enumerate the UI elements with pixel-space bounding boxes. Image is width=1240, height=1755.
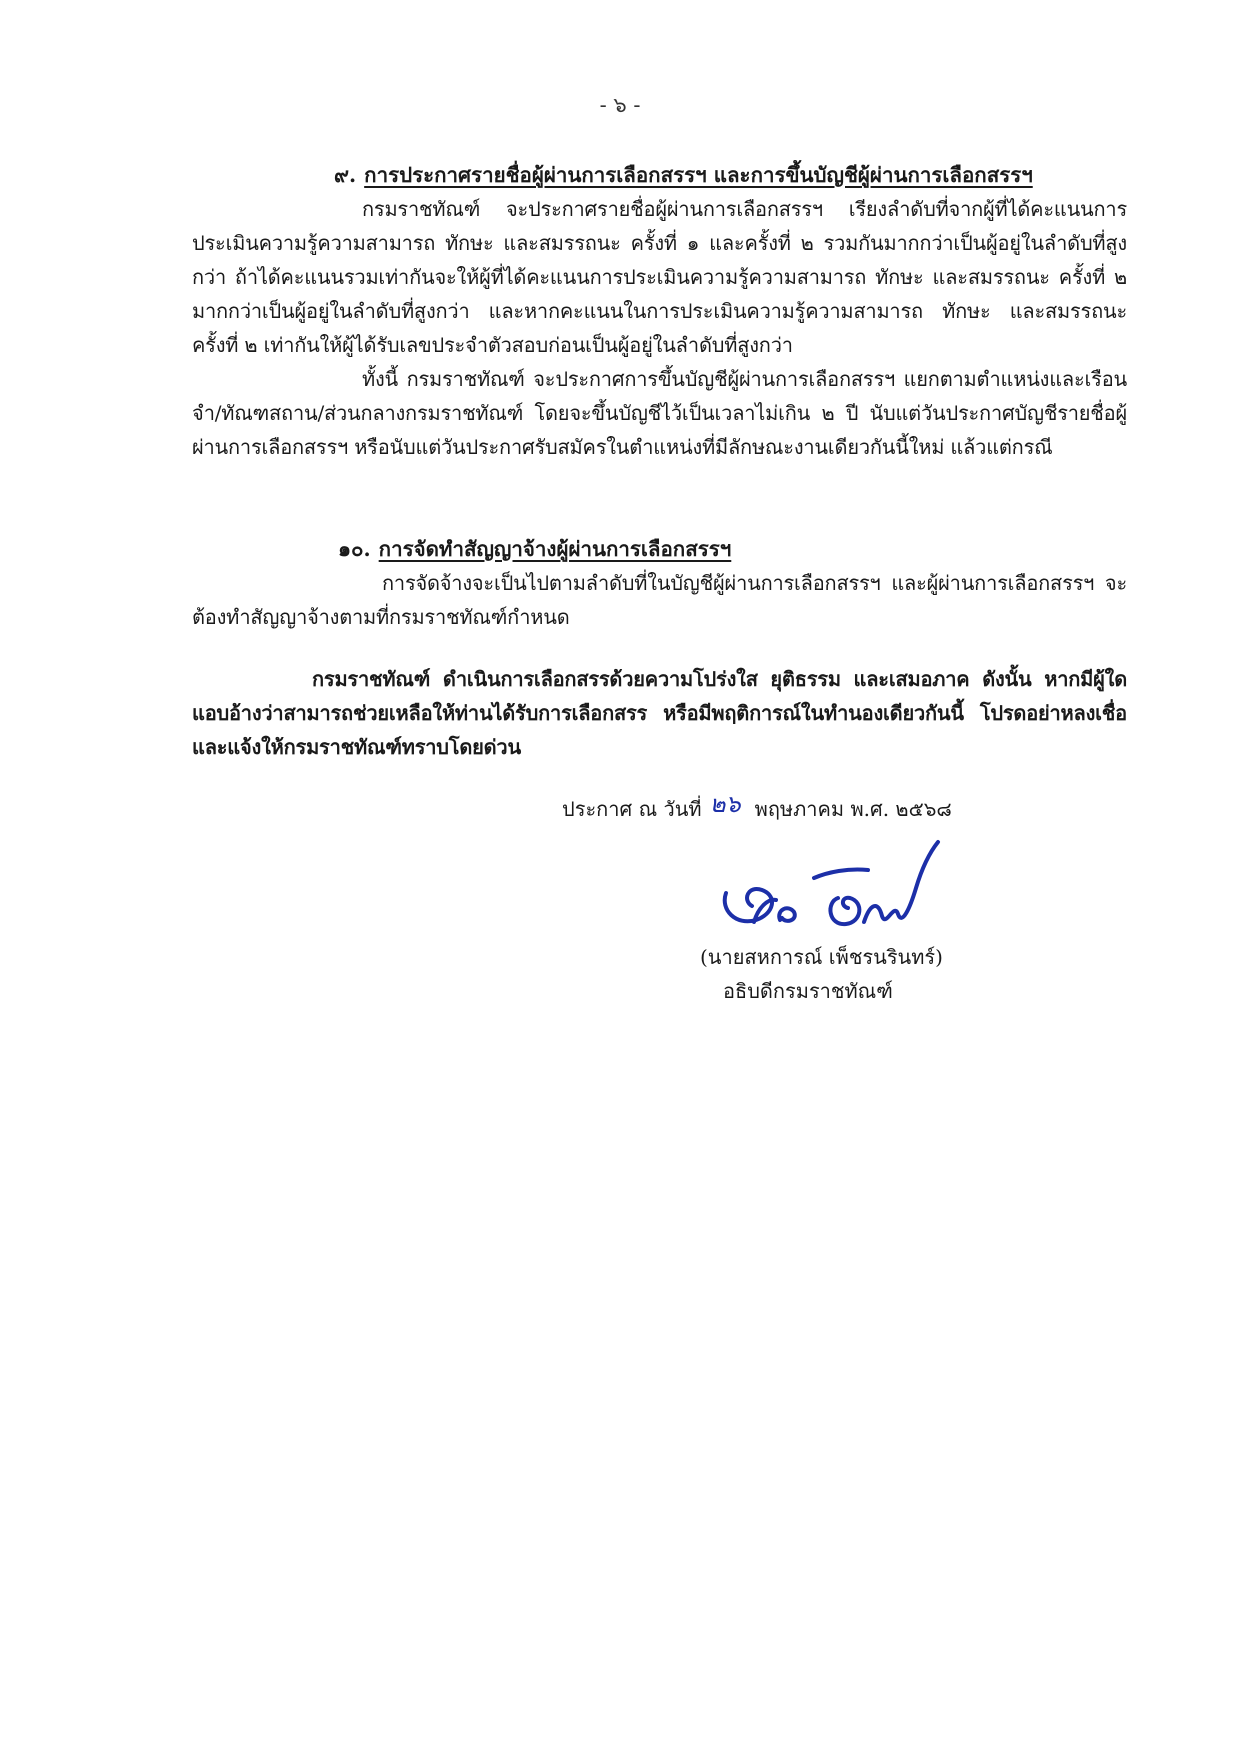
announcement-prefix: ประกาศ ณ วันที่	[562, 797, 702, 821]
announcement-date	[562, 788, 952, 827]
section-9-number: ๙.	[334, 163, 357, 187]
section-10-paragraph-1: การจัดจ้างจะเป็นไปตามลำดับที่ในบัญชีผู้ผ่านการเลือกสรรฯ และผู้ผ่านการเลือกสรรฯ จะต้องทำสัญญาจ้างตามที่กรมราชทัณฑ์กำหนด	[192, 571, 1127, 629]
announcement-suffix: พฤษภาคม พ.ศ. ๒๕๖๘	[754, 797, 952, 821]
section-10-title: การจัดทำสัญญาจ้างผู้ผ่านการเลือกสรรฯ	[378, 537, 732, 561]
section-10	[192, 532, 1127, 634]
signature-image	[718, 838, 948, 938]
section-10-number: ๑๐.	[338, 537, 371, 561]
section-9-paragraph-1: กรมราชทัณฑ์ จะประกาศรายชื่อผู้ผ่านการเลือกสรรฯ เรียงลำดับที่จากผู้ที่ได้คะแนนการประเมินความรู้ความสามารถ ทักษะ และสมรรถนะ ครั้งที่ ๑ และครั้งที่ ๒ รวมกันมากกว่าเป็นผู้อยู่ในลำดับที่สูงกว่า ถ้าได้คะแนนรวมเท่ากันจะให้ผู้ที่ได้คะแนนการประเมินความรู้ความสามารถ ทักษะ และสมรรถนะ ครั้งที่ ๒ มากกว่าเป็นผู้อยู่ในลำดับที่สูงกว่า และหากคะแนนในการประเมินความรู้ความสามารถ ทักษะ และสมรรถนะ ครั้งที่ ๒ เท่ากันให้ผู้ได้รับเลขประจำตัวสอบก่อนเป็นผู้อยู่ในลำดับที่สูงกว่า	[192, 197, 1127, 357]
signatory-position: อธิบดีกรมราชทัณฑ์	[723, 979, 893, 1003]
notice-text: กรมราชทัณฑ์ ดำเนินการเลือกสรรด้วยความโปร่งใส ยุติธรรม และเสมอภาค ดังนั้น หากมีผู้ใด แอบอ้างว่าสามารถช่วยเหลือให้ท่านได้รับการเลือกสรร หรือมีพฤติการณ์ในทำนองเดียวกันนี้ โปรดอย่าหลงเชื่อ และแจ้งให้กรมราชทัณฑ์ทราบโดยด่วน	[192, 667, 1127, 759]
section-9-paragraph-2: ทั้งนี้ กรมราชทัณฑ์ จะประกาศการขึ้นบัญชีผู้ผ่านการเลือกสรรฯ แยกตามตำแหน่งและเรือนจำ/ทัณฑสถาน/ส่วนกลางกรมราชทัณฑ์ โดยจะขึ้นบัญชีไว้เป็นเวลาไม่เกิน ๒ ปี นับแต่วันประกาศบัญชีรายชื่อผู้ผ่านการเลือกสรรฯ หรือนับแต่วันประกาศรับสมัครในตำแหน่งที่มีลักษณะงานเดียวกันนี้ใหม่ แล้วแต่กรณี	[192, 367, 1127, 459]
signatory-name: (นายสหการณ์ เพ็ชรนรินทร์)	[700, 945, 943, 969]
notice-block	[192, 662, 1127, 764]
signatory-block	[700, 940, 943, 1008]
section-10-heading	[192, 532, 1127, 566]
handwritten-day: ๒๖	[709, 790, 741, 818]
section-9-heading	[192, 158, 1127, 192]
page-number: - ๖ -	[599, 93, 641, 117]
section-9-title: การประกาศรายชื่อผู้ผ่านการเลือกสรรฯ และการขึ้นบัญชีผู้ผ่านการเลือกสรรฯ	[364, 163, 1033, 187]
section-9	[192, 158, 1127, 464]
